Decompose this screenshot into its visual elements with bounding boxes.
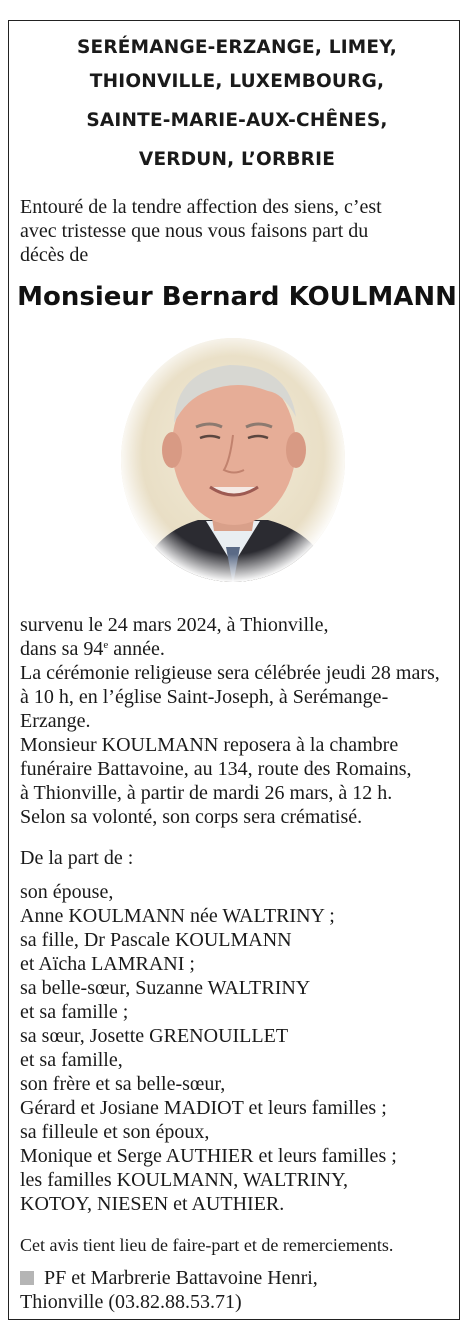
death-age-line [20,637,452,661]
funeral-home-phone: Thionville (03.82.88.53.71) [20,1291,242,1313]
family-line: KOTOY, NIESEN et AUTHIER. [20,1193,285,1215]
family-line: sa filleule et son époux, [20,1121,210,1143]
family-line: et sa famille, [20,1049,123,1071]
death-announcement [20,613,452,661]
age-text: dans sa 94 [20,638,104,660]
family-line: son frère et sa belle-sœur, [20,1073,226,1095]
family-line: sa fille, Dr Pascale KOULMANN [20,929,292,951]
intro-line: avec tristesse que nous vous faisons part du [20,220,369,242]
ceremony-line: à Thionville, à partir de mardi 26 mars, à 12 h. [20,782,393,804]
header-locations-line-3: SAINTE-MARIE-AUX-CHÊNES, [86,110,388,131]
header-locations-line-4: VERDUN, L’ORBRIE [138,149,336,170]
from-label: De la part de : [20,847,134,869]
notice-text: Cet avis tient lieu de faire-part et de remerciements. [20,1235,394,1255]
ceremony-paragraph [20,661,452,829]
deceased-name: Monsieur Bernard KOULMANN [17,282,457,312]
intro-line: Entouré de la tendre affection des siens, c’est [20,196,382,218]
family-line: Anne KOULMANN née WALTRINY ; [20,905,335,927]
family-line: sa belle-sœur, Suzanne WALTRINY [20,977,311,999]
family-line: son épouse, [20,881,114,903]
ceremony-line: funéraire Battavoine, au 134, route des Romains, [20,758,412,780]
portrait-photo [118,335,348,585]
age-text-end: année. [108,638,165,660]
family-line: Gérard et Josiane MADIOT et leurs familles ; [20,1097,387,1119]
death-line: survenu le 24 mars 2024, à Thionville, [20,614,329,636]
ceremony-line: La cérémonie religieuse sera célébrée jeudi 28 mars, [20,662,440,684]
ceremony-line: Erzange. [20,710,91,732]
family-line: et sa famille ; [20,1001,129,1023]
intro-paragraph [20,195,452,267]
family-line: Monique et Serge AUTHIER et leurs familles ; [20,1145,397,1167]
funeral-home [20,1266,452,1314]
portrait-photo-image [118,335,348,585]
funeral-home-line [20,1266,452,1290]
square-bullet-icon [20,1271,34,1285]
family-list [20,880,452,1216]
intro-line: décès de [20,244,89,266]
family-line: sa sœur, Josette GRENOUILLET [20,1025,289,1047]
ceremony-line: à 10 h, en l’église Saint-Joseph, à Serémange- [20,686,389,708]
ceremony-line: Selon sa volonté, son corps sera crématisé. [20,806,363,828]
header-locations-line-2: THIONVILLE, LUXEMBOURG, [89,71,385,92]
ceremony-line: Monsieur KOULMANN reposera à la chambre [20,734,399,756]
family-line: et Aïcha LAMRANI ; [20,953,195,975]
funeral-home-name: PF et Marbrerie Battavoine Henri, [44,1267,318,1289]
family-line: les familles KOULMANN, WALTRINY, [20,1169,348,1191]
ordinal-superscript: e [103,639,109,651]
header-locations-line-1: SERÉMANGE-ERZANGE, LIMEY, [76,37,398,58]
